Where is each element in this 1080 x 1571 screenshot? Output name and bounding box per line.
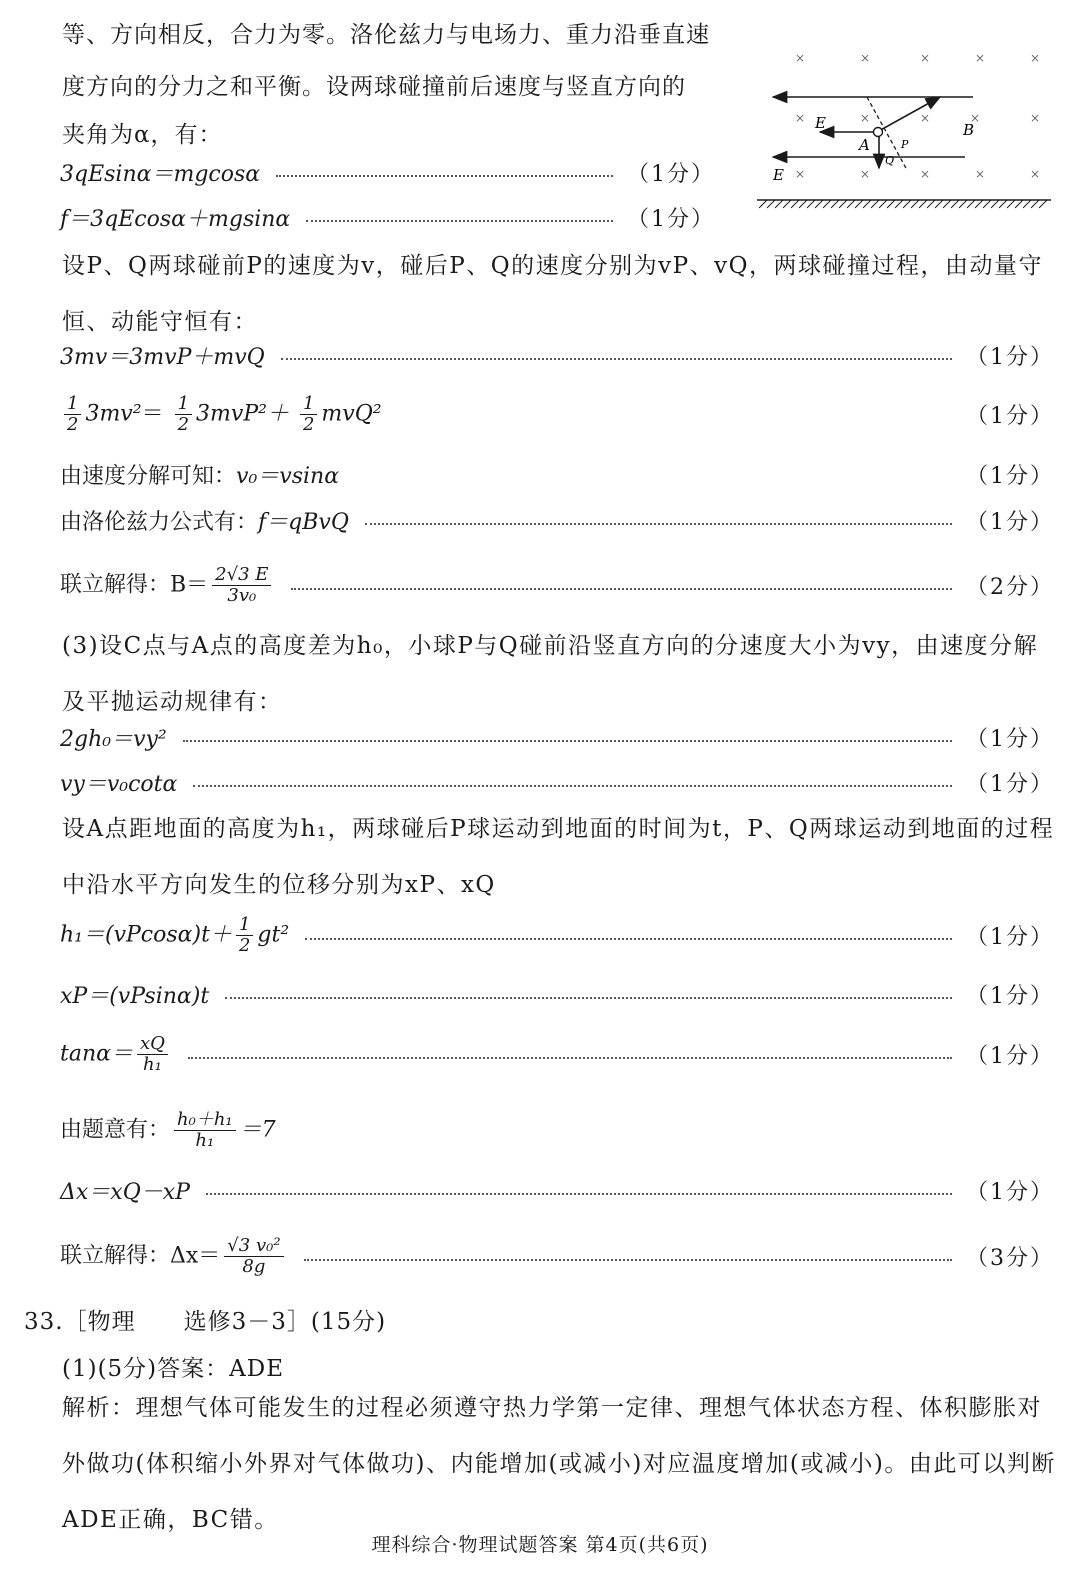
equation-label: 联立解得：Δx＝ [60,1243,221,1268]
score-label: （1分） [966,1043,1054,1069]
paragraph-height: 设A点距地面的高度为h₁，两球碰后P球运动到地面的时间为t，P、Q两球运动到地面的过程中沿水平方向发生的位移分别为xP、xQ [62,816,1055,898]
equation-row [60,335,1054,375]
fraction: $\frac{1}{2}$ [236,915,253,956]
label-e2: E [773,166,784,184]
dot-leader [276,175,613,177]
svg-text:×: × [795,51,806,65]
svg-text:×: × [1030,111,1041,125]
fraction: $\frac{2√3 E}{\text{3v₀}}$ [212,565,271,606]
page-footer: 理科综合·物理试题答案 第4页(共6页) [371,1534,709,1556]
svg-text:×: × [860,51,871,65]
label-e1: E [815,114,826,132]
label-a: A [859,136,870,154]
svg-text:×: × [795,167,806,181]
svg-text:×: × [920,111,931,125]
fraction: $\frac{\text{√3 v₀²}}{8g}$ [224,1236,283,1277]
dot-leader [305,938,952,940]
score-label: （1分） [966,726,1054,752]
label-p: P [901,138,909,151]
fraction: $\frac{1}{2}$ [300,394,317,435]
equation-row [60,500,1054,540]
score-label: （2分） [966,574,1054,600]
equation-formula: f＝3qEcosα＋mgsinα [60,206,291,232]
svg-text:×: × [860,167,871,181]
svg-text:×: × [975,167,986,181]
paragraph-part3: (3)设C点与A点的高度差为h₀，小球P与Q碰前沿竖直方向的分速度大小为vy，由速度分解及平抛运动规律有： [62,633,1039,715]
equation-label: 由洛伦兹力公式有： [60,509,259,535]
svg-text:×: × [795,111,806,125]
svg-text:×: × [1030,51,1041,65]
equation-row: 由题意有： $\frac{\text{h₀＋h₁}}{\text{h₁}}$ ＝7 [60,1108,276,1151]
equation-formula: v₀＝vsinα [236,463,340,489]
svg-text:×: × [920,167,931,181]
fraction: $\frac{1}{2}$ [175,394,192,435]
intro-line-2: 度方向的分力之和平衡。设两球碰撞前后速度与竖直方向的 [62,74,686,100]
score-label: （1分） [966,983,1054,1009]
equation-formula: 3qEsinα＝mgcosα [60,161,261,187]
intro-line-3: 夹角为α，有： [62,122,223,148]
svg-text:×: × [975,51,986,65]
label-b: B [963,121,975,139]
score-label: （1分） [627,206,715,232]
question-33-answer: (1)(5分)答案：ADE [62,1356,284,1382]
field-diagram [755,40,1055,215]
equation-formula: $\frac{1}{2}$ 3mv²＝ $\frac{1}{2}$ 3mvP²＋ $\frac{1}{2}$ mvQ² [60,394,392,435]
equation-formula: vy＝v₀cotα [60,771,178,797]
equation-row [60,197,715,237]
equation-row [60,762,1054,802]
equation-formula: f＝qBvQ [258,509,349,535]
velocity-arrow [877,97,940,132]
question-33-title: 33.［物理 选修3－3］(15分) [24,1309,387,1335]
equation-formula: 2gh₀＝vy² [60,726,167,752]
ball-a [874,128,883,137]
equation-row [60,1170,1054,1210]
svg-text:×: × [970,111,981,125]
ground-hatching [759,200,1047,208]
score-label: （1分） [627,161,715,187]
dot-leader [193,785,952,787]
svg-text:×: × [1030,167,1041,181]
dot-leader [304,1259,952,1261]
score-label: （1分） [966,463,1054,489]
dot-leader [188,1057,952,1059]
equation-row [60,394,1054,434]
score-label: （1分） [966,1179,1054,1205]
equation-formula: Δx＝xQ－xP [60,1179,190,1205]
dot-leader [183,740,952,742]
fraction: $\frac{xQ}{\text{h₁}}$ [137,1034,168,1075]
equation-row [60,1236,1054,1276]
dot-leader [291,588,952,590]
fraction: $\frac{1}{2}$ [64,394,81,435]
equation-row [60,454,1054,494]
intro-line-1: 等、方向相反，合力为零。洛伦兹力与电场力、重力沿垂直速 [62,22,710,48]
dot-leader [365,523,952,525]
dot-leader [206,1193,952,1195]
equation-row [60,565,1054,605]
score-label: （1分） [966,509,1054,535]
equation-formula: xP＝(vPsinα)t [60,983,210,1009]
paragraph-analysis: 解析：理想气体可能发生的过程必须遵守热力学第一定律、理想气体状态方程、体积膨胀对外做功(体积缩小外界对气体做功)、内能增加(或减小)对应温度增加(或减小)。由此可以判断ADE正确，BC错。 [62,1395,1056,1533]
label-q: Q [885,154,895,167]
score-label: （1分） [966,924,1054,950]
score-label: （1分） [966,403,1054,429]
svg-text:×: × [920,51,931,65]
score-label: （1分） [966,771,1054,797]
equation-formula: 3mv＝3mvP＋mvQ [60,344,265,370]
equation-label: 由速度分解可知： [60,463,237,489]
fraction: $\frac{\text{h₀＋h₁}}{\text{h₁}}$ [174,1110,236,1151]
dot-leader [306,220,613,222]
equation-row [60,974,1054,1014]
dot-leader [225,997,952,999]
paragraph-collision: 设P、Q两球碰前P的速度为v，碰后P、Q的速度分别为vP、vQ，两球碰撞过程，由动量守恒、动能守恒有： [62,253,1043,335]
svg-text:×: × [860,111,871,125]
score-label: （3分） [966,1245,1054,1271]
equation-row [60,152,715,192]
dot-leader [281,358,952,360]
equation-row [60,717,1054,757]
equation-row: tanα＝ $\frac{xQ}{\text{h₁}}$ （1分） [60,1032,1054,1075]
score-label: （1分） [966,344,1054,370]
equation-row: h₁＝(vPcosα)t＋ $\frac{1}{2}$ gt² （1分） [60,913,1054,956]
magnetic-field-crosses [795,51,1040,181]
equation-label: 由题意有： [60,1117,171,1142]
equation-label: 联立解得：B＝ [60,572,209,597]
